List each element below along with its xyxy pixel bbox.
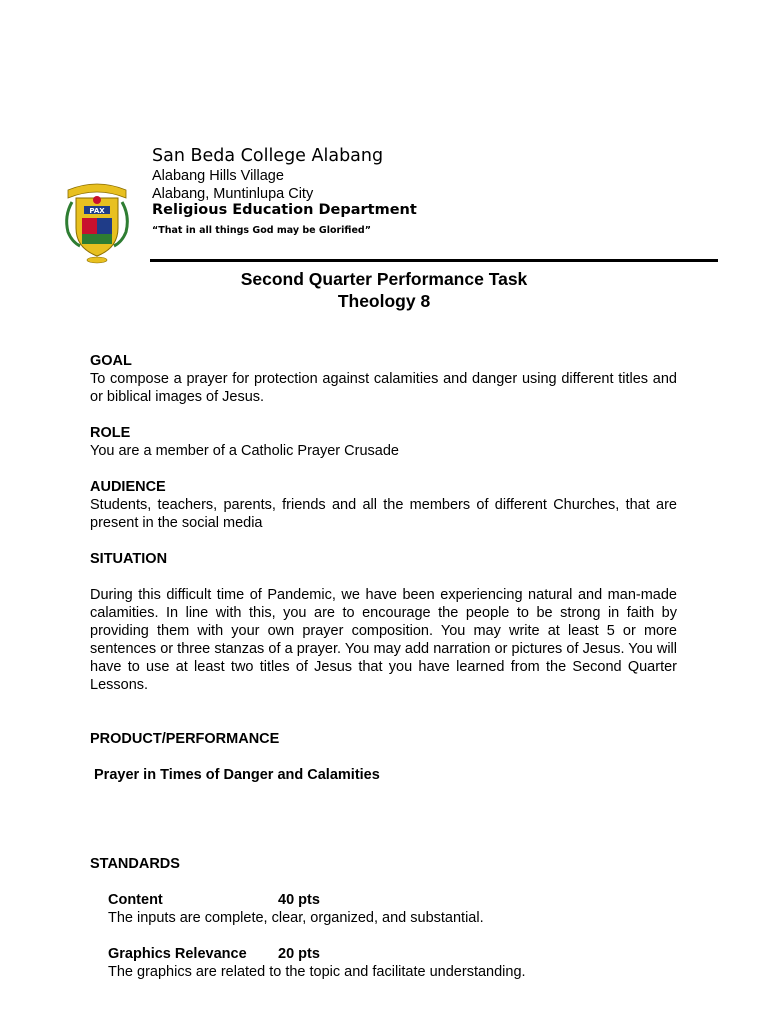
header-divider (150, 259, 718, 262)
product-text: Prayer in Times of Danger and Calamities (94, 767, 380, 783)
document-title: Second Quarter Performance Task (240, 269, 528, 289)
product-heading: PRODUCT/PERFORMANCE (90, 731, 280, 747)
document-subtitle: Theology 8 (337, 291, 431, 311)
department-name: Religious Education Department (152, 202, 417, 218)
standards-heading: STANDARDS (90, 856, 180, 872)
task-content (90, 352, 677, 981)
standard-points: 40 pts (278, 892, 320, 908)
situation-heading: SITUATION (90, 551, 168, 567)
goal-text: To compose a prayer for protection against calamities and danger using different titles and or biblical images of Jesus. (90, 371, 677, 405)
standard-description: The graphics are related to the topic and facilitate understanding. (108, 964, 526, 980)
standard-item (90, 891, 677, 927)
crest-shield-text: PAX (89, 207, 105, 215)
situation-text: During this difficult time of Pandemic, we have been experiencing natural and man-made calamities. In line with this, you are to encourage the people to be strong in faith by providing them with your own prayer composition. You may write at least 5 or more sentences or three stanzas of a prayer. You may add narration or pictures of Jesus. You will have to use at least two titles of Jesus that you have learned from the Second Quarter Lessons. (90, 587, 677, 693)
audience-text: Students, teachers, parents, friends and all the members of different Churches, that are present in the social media (90, 497, 677, 531)
audience-heading: AUDIENCE (90, 479, 166, 495)
standard-item (90, 945, 677, 981)
school-name: San Beda College Alabang (152, 146, 384, 166)
role-heading: ROLE (90, 425, 131, 441)
standard-label: Content (108, 892, 163, 908)
school-crest-logo (62, 176, 132, 264)
goal-heading: GOAL (90, 353, 132, 369)
standard-label: Graphics Relevance (108, 946, 247, 962)
standard-points: 20 pts (278, 946, 320, 962)
role-text: You are a member of a Catholic Prayer Crusade (90, 443, 399, 459)
standard-description: The inputs are complete, clear, organized, and substantial. (108, 910, 484, 926)
address-line-2: Alabang, Muntinlupa City (152, 186, 314, 202)
address-line-1: Alabang Hills Village (152, 168, 284, 184)
motto: “That in all things God may be Glorified” (152, 225, 371, 236)
